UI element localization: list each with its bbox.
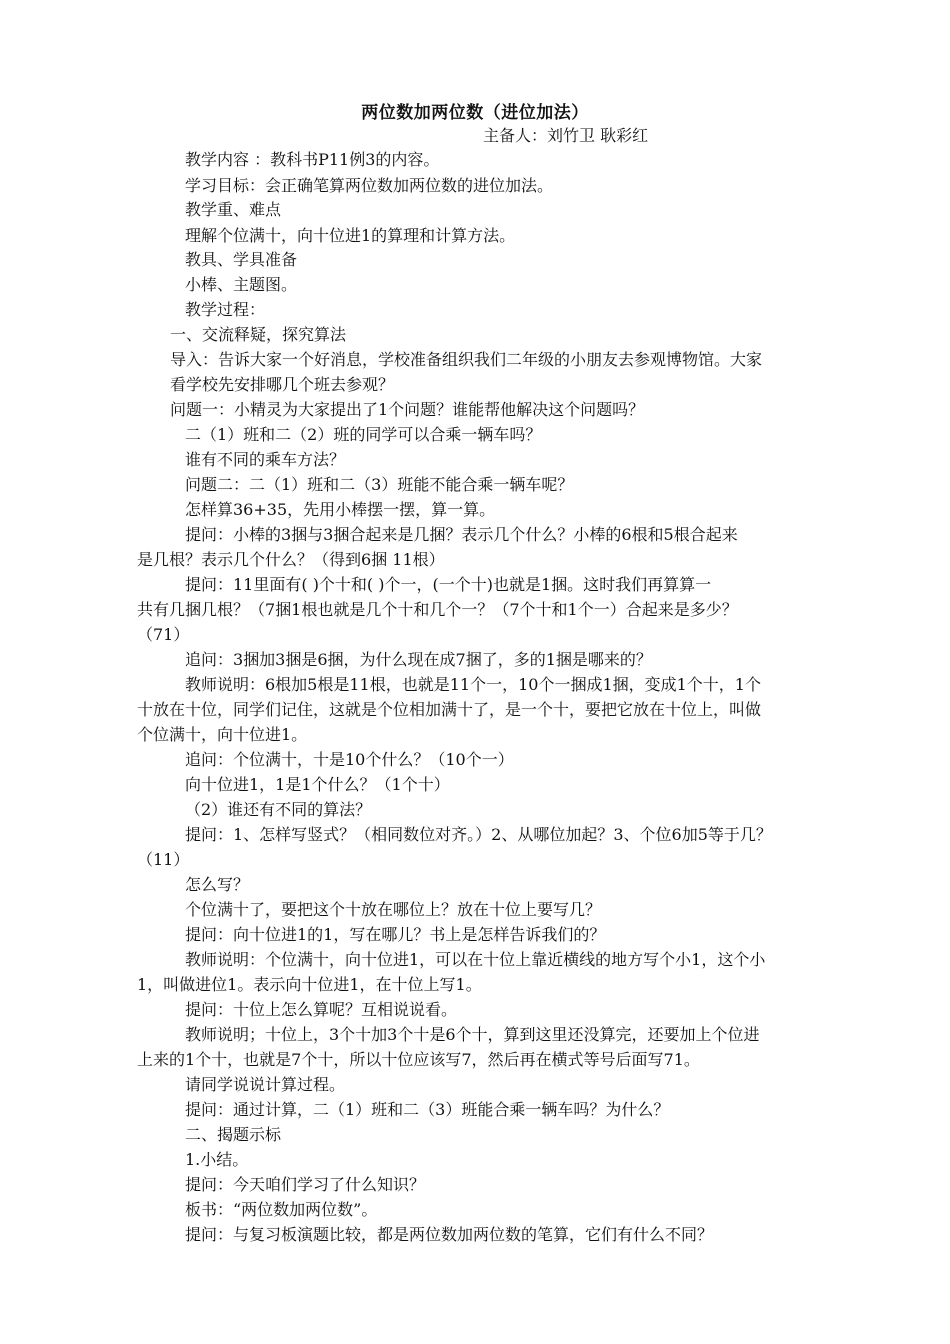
text-line: 谁有不同的乘车方法？ xyxy=(185,450,346,469)
text-line: 1.小结。 xyxy=(185,1150,249,1169)
document-title: 两位数加两位数（进位加法） xyxy=(361,103,589,123)
text-line: 导入：告诉大家一个好消息，学校准备组织我们二年级的小朋友去参观博物馆。大家 xyxy=(170,350,763,369)
text-line: 教学重、难点 xyxy=(185,200,282,219)
text-line: 追问：3捆加3捆是6捆，为什么现在成7捆了，多的1捆是哪来的？ xyxy=(185,650,652,669)
text-line: 向十位进1，1是1个什么？（1个十） xyxy=(185,775,450,794)
text-line: 提问：通过计算，二（1）班和二（3）班能合乘一辆车吗？为什么？ xyxy=(185,1100,670,1119)
text-line: 教师说明：个位满十，向十位进1，可以在十位上靠近横线的地方写个小1，这个小 xyxy=(185,950,766,969)
text-line: 共有几捆几根？（7捆1根也就是几个十和几个一？（7个十和1个一）合起来是多少？ xyxy=(137,600,738,619)
text-line: 问题二：二（1）班和二（3）班能不能合乘一辆车呢？ xyxy=(185,475,574,494)
text-line: 小棒、主题图。 xyxy=(185,275,298,294)
text-line: 怎么写？ xyxy=(185,875,250,894)
text-line: 教学过程： xyxy=(185,300,266,319)
text-line: 提问：十位上怎么算呢？互相说说看。 xyxy=(185,1000,458,1019)
text-line: 个位满十，向十位进1。 xyxy=(137,725,308,744)
text-line: 请同学说说计算过程。 xyxy=(185,1075,346,1094)
text-line: 学习目标：会正确笔算两位数加两位数的进位加法。 xyxy=(185,176,554,195)
text-line: （11） xyxy=(137,850,190,869)
text-line: 1，叫做进位1。表示向十位进1，在十位上写1。 xyxy=(137,975,482,994)
text-line: 提问：11里面有( )个十和( )个一，(一个十)也就是1捆。这时我们再算算一 xyxy=(185,575,712,594)
section-heading: 二、揭题示标 xyxy=(185,1125,282,1144)
text-line: 提问：今天咱们学习了什么知识？ xyxy=(185,1175,426,1194)
text-line: 教师说明：6根加5根是11根，也就是11个一，10个一捆成1捆，变成1个十，1个 xyxy=(185,675,761,694)
text-line: 问题一：小精灵为大家提出了1个问题？谁能帮他解决这个问题吗？ xyxy=(170,400,645,419)
text-line: 二（1）班和二（2）班的同学可以合乘一辆车吗？ xyxy=(185,425,542,444)
text-line: 教具、学具准备 xyxy=(185,250,298,269)
text-line: 个位满十了，要把这个十放在哪位上？放在十位上要写几？ xyxy=(185,900,602,919)
text-line: 追问：个位满十，十是10个什么？（10个一） xyxy=(185,750,514,769)
text-line: 十放在十位，同学们记住，这就是个位相加满十了，是一个十，要把它放在十位上，叫做 xyxy=(137,700,762,719)
text-line: 上来的1个十，也就是7个十，所以十位应该写7，然后再在横式等号后面写71。 xyxy=(137,1050,700,1069)
text-line: 教师说明；十位上，3个十加3个十是6个十，算到这里还没算完，还要加上个位进 xyxy=(185,1025,760,1044)
text-line: 怎样算36+35，先用小棒摆一摆，算一算。 xyxy=(185,500,496,519)
text-line: 提问：与复习板演题比较，都是两位数加两位数的笔算，它们有什么不同？ xyxy=(185,1225,714,1244)
text-line: 板书：“两位数加两位数”。 xyxy=(185,1200,378,1219)
text-line: 教学内容 ：教科书P11例3的内容。 xyxy=(185,150,440,169)
text-line: 看学校先安排哪几个班去参观？ xyxy=(170,375,395,394)
text-line: 理解个位满十，向十位进1的算理和计算方法。 xyxy=(185,226,516,245)
text-line: （71） xyxy=(137,625,190,644)
section-heading: 一、交流释疑，探究算法 xyxy=(170,325,347,344)
text-line: （2）谁还有不同的算法？ xyxy=(185,800,372,819)
text-line: 是几根？表示几个什么？（得到6捆 11根） xyxy=(137,550,445,569)
text-line: 提问：小棒的3捆与3捆合起来是几捆？表示几个什么？小棒的6根和5根合起来 xyxy=(185,525,738,544)
text-line: 提问：向十位进1的1，写在哪儿？书上是怎样告诉我们的？ xyxy=(185,925,606,944)
text-line: 提问：1、怎样写竖式？（相同数位对齐。）2、从哪位加起？3、个位6加5等于几？ xyxy=(185,825,772,844)
author-line: 主备人：刘竹卫 耿彩红 xyxy=(483,126,649,145)
